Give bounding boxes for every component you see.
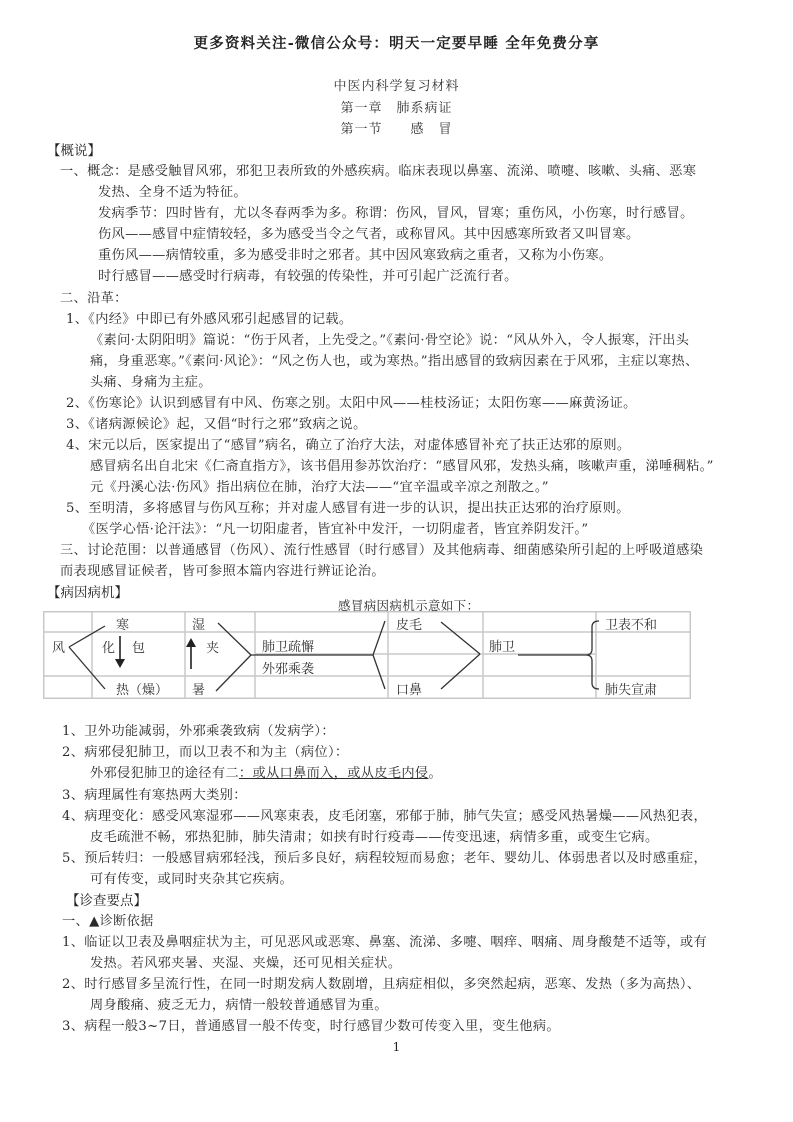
paragraph-line: 5、至明清，多将感冒与伤风互称；并对虚人感冒有进一步的认识，提出扶正达邪的治疗原则。 [66, 501, 630, 516]
paragraph-line: 重伤风——病情较重，多为感受非时之邪者。其中因风寒致病之重者，又称为小伤寒。 [98, 248, 613, 263]
paragraph-line: 发热、全身不适为特征。 [98, 185, 247, 200]
paragraph-line: 周身酸痛、疲乏无力，病情一般较普通感冒为重。 [90, 998, 388, 1013]
paragraph-line: 4、病理变化：感受风寒湿邪——风寒束表，皮毛闭塞，邪郁于肺，肺气失宣；感受风热暑燥——风热犯表， [62, 809, 707, 824]
paragraph-line: 而表现感冒证候者，皆可参照本篇内容进行辨证论治。 [60, 564, 385, 579]
paragraph-line: 头痛、身痛为主症。 [90, 375, 212, 390]
section-title: 第一节 感 冒 [340, 122, 453, 137]
document-title: 中医内科学复习材料 [333, 79, 460, 94]
diagram-caption: 感冒病因病机示意如下： [338, 598, 480, 613]
paragraph-line: 5、预后转归：一般感冒病邪轻浅，预后多良好，病程较短而易愈；老年、婴幼儿、体弱患者以及时感重症， [62, 851, 707, 866]
paragraph-line: 2、《伤寒论》认识到感冒有中风、伤寒之别。太阳中风——桂枝汤证；太阳伤寒——麻黄汤证。 [66, 396, 637, 411]
paragraph-line: 1、临证以卫表及鼻咽症状为主，可见恶风或恶寒、鼻塞、流涕、多嚏、咽痒、咽痛、周身酸楚不适等，或有 [62, 935, 707, 950]
paragraph-line: 感冒病名出自北宋《仁斋直指方》，该书倡用参苏饮治疗：“感冒风邪，发热头痛，咳嗽声重，涕唾稠粘。” [90, 459, 714, 474]
paragraph-line: 3、《诸病源候论》起，又倡“时行之邪”致病之说。 [66, 417, 367, 432]
paragraph-line: 《素问·太阴阳明》篇说：“伤于风者，上先受之。”《素问·骨空论》说：“风从外入，令人振寒，汗出头 [90, 333, 690, 348]
label-fei-shi-xuan-su: 肺失宣肃 [605, 683, 658, 698]
paragraph-line: 《医学心悟·论汗法》：“凡一切阳虚者，皆宜补中发汗，一切阴虚者，皆宜养阴发汗。” [82, 522, 589, 537]
paragraph-line: 2、病邪侵犯肺卫，而以卫表不和为主（病位）： [62, 745, 349, 760]
paragraph-line [90, 762, 442, 781]
label-feng: 风 [52, 641, 66, 656]
heading-overview: 【概说】 [47, 143, 101, 159]
label-bao: 包 [132, 641, 146, 656]
route-intro: 外邪侵犯肺卫的途径有二 [90, 766, 239, 781]
label-shu: 暑 [192, 683, 206, 698]
paragraph-line: 痛，身重恶寒。”《素问·风论》：“风之伤人也，或为寒热。”指出感冒的致病因素在于风邪，主症以寒热、 [90, 354, 699, 369]
label-hua: 化 [102, 641, 116, 656]
page-number: 1 [392, 1040, 401, 1054]
label-han: 寒 [116, 618, 130, 633]
label-fei-wei-shu-xie: 肺卫疏懈 [262, 640, 315, 655]
label-shi: 湿 [192, 618, 206, 633]
label-fei-wei: 肺卫 [489, 640, 516, 655]
label-jia: 夹 [206, 641, 220, 656]
paragraph-line: 3、病程一般3~7日，普通感冒一般不传变，时行感冒少数可传变入里，变生他病。 [62, 1019, 560, 1034]
paragraph-line: 4、宋元以后，医家提出了“感冒”病名，确立了治疗大法，对虚体感冒补充了扶正达邪的原则。 [66, 438, 631, 453]
paragraph-line: 发热。若风邪夹暑、夹湿、夹燥，还可见相关症状。 [90, 956, 402, 971]
paragraph-line: 可有传变，或同时夹杂其它疾病。 [90, 872, 294, 887]
paragraph-line: 元《丹溪心法·伤风》指出病位在肺，治疗大法——“宜辛温或辛凉之剂散之。” [90, 480, 549, 495]
label-pi-mao: 皮毛 [396, 618, 423, 633]
paragraph-line: 三、讨论范围：以普通感冒（伤风）、流行性感冒（时行感冒）及其他病毒、细菌感染所引起的上呼吸道感染 [60, 543, 704, 558]
paragraph-line: 发病季节：四时皆有，尤以冬春两季为多。称谓：伤风，冒风，冒寒；重伤风，小伤寒，时行感冒。 [98, 206, 694, 221]
etiology-diagram [43, 611, 691, 699]
paragraph-line: 一、概念：是感受触冒风邪，邪犯卫表所致的外感疾病。临床表现以鼻塞、流涕、喷嚏、咳嗽、头痛、恶寒 [60, 164, 697, 179]
paragraph-line: 伤风——感冒中症情较轻，多为感受当令之气者，或称冒风。其中因感寒所致者又叫冒寒。 [98, 227, 640, 242]
label-kou-bi: 口鼻 [396, 683, 423, 698]
paragraph-line: 1、《内经》中即已有外感风邪引起感冒的记载。 [66, 312, 353, 327]
paragraph-line: 一、▲诊断依据 [62, 914, 154, 929]
paragraph-line: 二、沿革： [60, 291, 128, 306]
paragraph-line: 2、时行感冒多呈流行性，在同一时期发病人数剧增，且病症相似，多突然起病，恶寒、发热（多为高热）、 [62, 977, 701, 992]
paragraph-line: 时行感冒——感受时行病毒，有较强的传染性，并可引起广泛流行者。 [98, 269, 518, 284]
chapter-title: 第一章 肺系病证 [340, 101, 453, 116]
label-wei-biao-bu-he: 卫表不和 [605, 618, 658, 633]
label-wai-xie-cheng-xi: 外邪乘袭 [262, 662, 315, 677]
paragraph-line: 皮毛疏泄不畅，邪热犯肺，肺失清肃；如挟有时行疫毒——传变迅速，病情多重，或变生它病。 [90, 830, 659, 845]
promo-banner: 更多资料关注-微信公众号：明天一定要早睡 全年免费分享 [193, 35, 600, 52]
heading-etiology: 【病因病机】 [47, 585, 128, 601]
route-underlined: ：或从口鼻而入，或从皮毛内侵 [238, 766, 429, 781]
paragraph-line: 3、病理属性有寒热两大类别： [62, 788, 247, 803]
label-re-zao: 热（燥） [116, 683, 169, 698]
heading-diagnosis: 【诊查要点】 [66, 893, 147, 909]
paragraph-line: 1、卫外功能减弱，外邪乘袭致病（发病学）： [62, 724, 335, 739]
route-period: 。 [428, 766, 442, 781]
